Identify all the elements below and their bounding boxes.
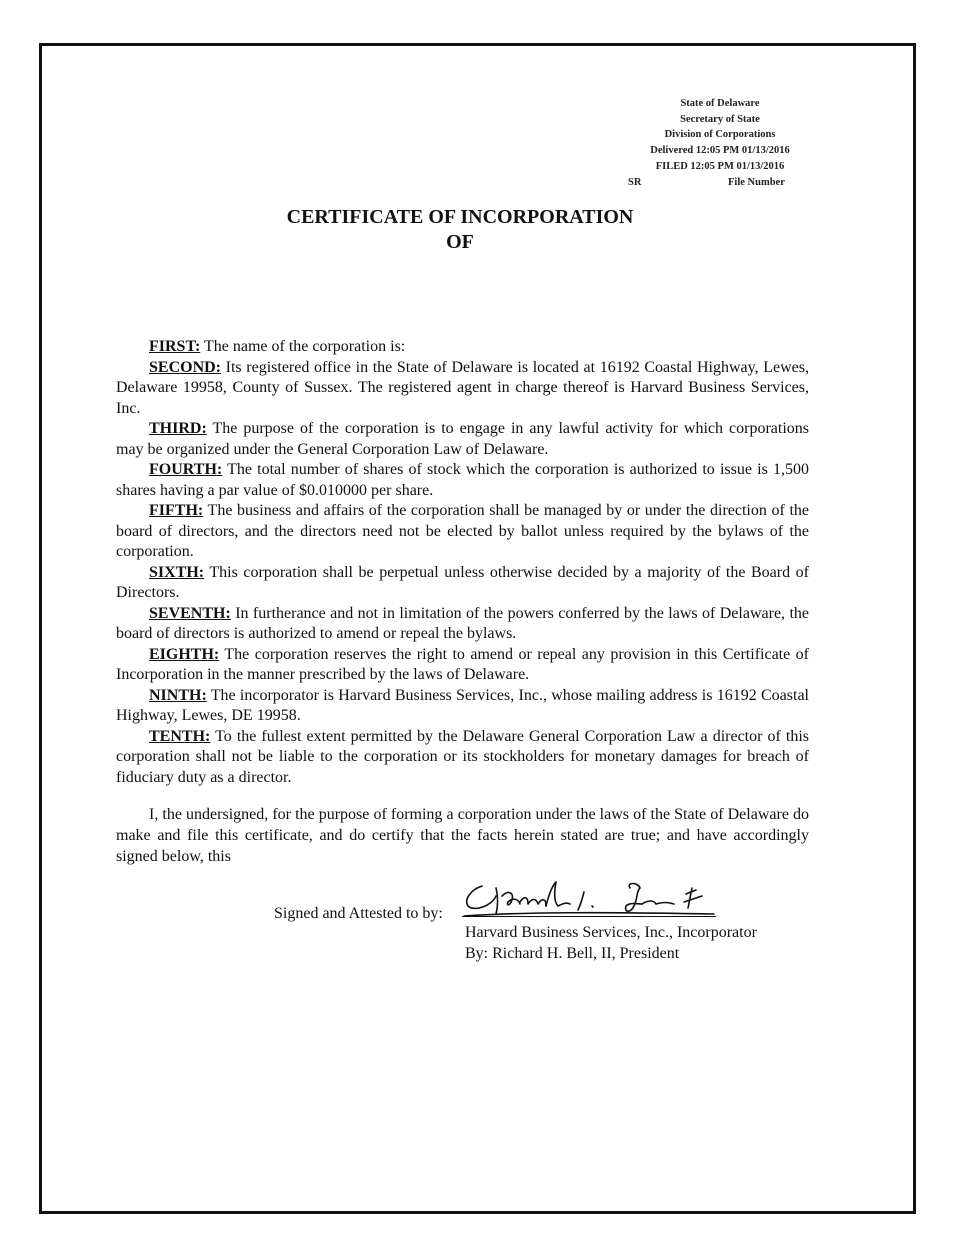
- signature-label: Signed and Attested to by:: [274, 905, 443, 922]
- signatory-block: [465, 923, 757, 964]
- article-tenth: [116, 727, 809, 789]
- article-first: [116, 337, 809, 358]
- article-fourth: [116, 460, 809, 501]
- article-sixth: [116, 563, 809, 604]
- stamp-file-number: File Number: [728, 176, 785, 188]
- article-text: The name of the corporation is:: [200, 338, 406, 355]
- article-text: To the fullest extent permitted by the Delaware General Corporation Law a director of this corporation shall not be liable to the corporation or its stockholders for monetary damages for breach of fiduciary duty as a director.: [116, 727, 809, 786]
- article-text: The corporation reserves the right to amend or repeal any provision in this Certificate of Incorporation in the manner prescribed by the laws of Delaware.: [116, 645, 809, 683]
- article-keyword: SEVENTH:: [149, 604, 231, 622]
- handwritten-signature: [462, 876, 718, 920]
- stamp-delivered: Delivered 12:05 PM 01/13/2016: [650, 145, 790, 157]
- article-ninth: [116, 686, 809, 727]
- article-text: Its registered office in the State of Delaware is located at 16192 Coastal Highway, Lewes, Delaware 19958, County of Sussex. The registered agent in charge thereof is Harvard Business Services, Inc.: [116, 358, 809, 417]
- article-keyword: FOURTH:: [149, 461, 223, 478]
- filing-stamp: [620, 96, 820, 191]
- title-line: CERTIFICATE OF INCORPORATION: [286, 206, 634, 228]
- article-text: This corporation shall be perpetual unless otherwise decided by a majority of the Board of Directors.: [116, 563, 809, 601]
- article-seventh: [116, 604, 809, 645]
- stamp-filed: FILED 12:05 PM 01/13/2016: [655, 160, 785, 172]
- article-text: In furtherance and not in limitation of the powers conferred by the laws of Delaware, the board of directors is authorized to amend or repeal the bylaws.: [116, 604, 809, 642]
- article-eighth: [116, 645, 809, 686]
- article-text: The incorporator is Harvard Business Services, Inc., whose mailing address is 16192 Coastal Highway, Lewes, DE 19958.: [116, 686, 809, 724]
- article-text: The total number of shares of stock which the corporation is authorized to issue is 1,500 shares having a par value of $0.010000 per share.: [116, 461, 809, 499]
- certification-text: I, the undersigned, for the purpose of forming a corporation under the laws of the State of Delaware do make and file this certificate, and do certify that the facts herein stated are true; and have accordingly signed below, this: [116, 806, 809, 865]
- signatory-org: Harvard Business Services, Inc., Incorporator: [465, 924, 757, 941]
- article-keyword: SECOND:: [149, 358, 222, 376]
- article-keyword: FIFTH:: [149, 502, 204, 519]
- article-keyword: SIXTH:: [149, 563, 205, 581]
- article-keyword: THIRD:: [149, 420, 207, 437]
- stamp-sr: SR: [628, 176, 642, 188]
- article-keyword: FIRST:: [149, 338, 201, 355]
- article-text: The business and affairs of the corporation shall be managed by or under the direction of the board of directors, and the directors need not be elected by ballot unless required by the bylaws of the corporation.: [116, 502, 809, 560]
- stamp-line: State of Delaware: [680, 98, 760, 109]
- stamp-line: Division of Corporations: [664, 129, 776, 141]
- article-fifth: [116, 501, 809, 563]
- document-title: [180, 205, 740, 255]
- article-text: The purpose of the corporation is to engage in any lawful activity for which corporations may be organized under the General Corporation Law of Delaware.: [116, 420, 809, 458]
- article-keyword: EIGHTH:: [149, 645, 220, 663]
- signature-line: [462, 916, 716, 917]
- signatory-name: By: Richard H. Bell, II, President: [465, 944, 680, 962]
- article-keyword: NINTH:: [149, 686, 207, 704]
- stamp-line: Secretary of State: [680, 113, 760, 125]
- articles: [116, 337, 809, 788]
- article-keyword: TENTH:: [149, 727, 211, 745]
- certification-paragraph: [116, 804, 809, 867]
- article-second: [116, 358, 809, 420]
- article-third: [116, 419, 809, 460]
- title-line: OF: [446, 231, 474, 253]
